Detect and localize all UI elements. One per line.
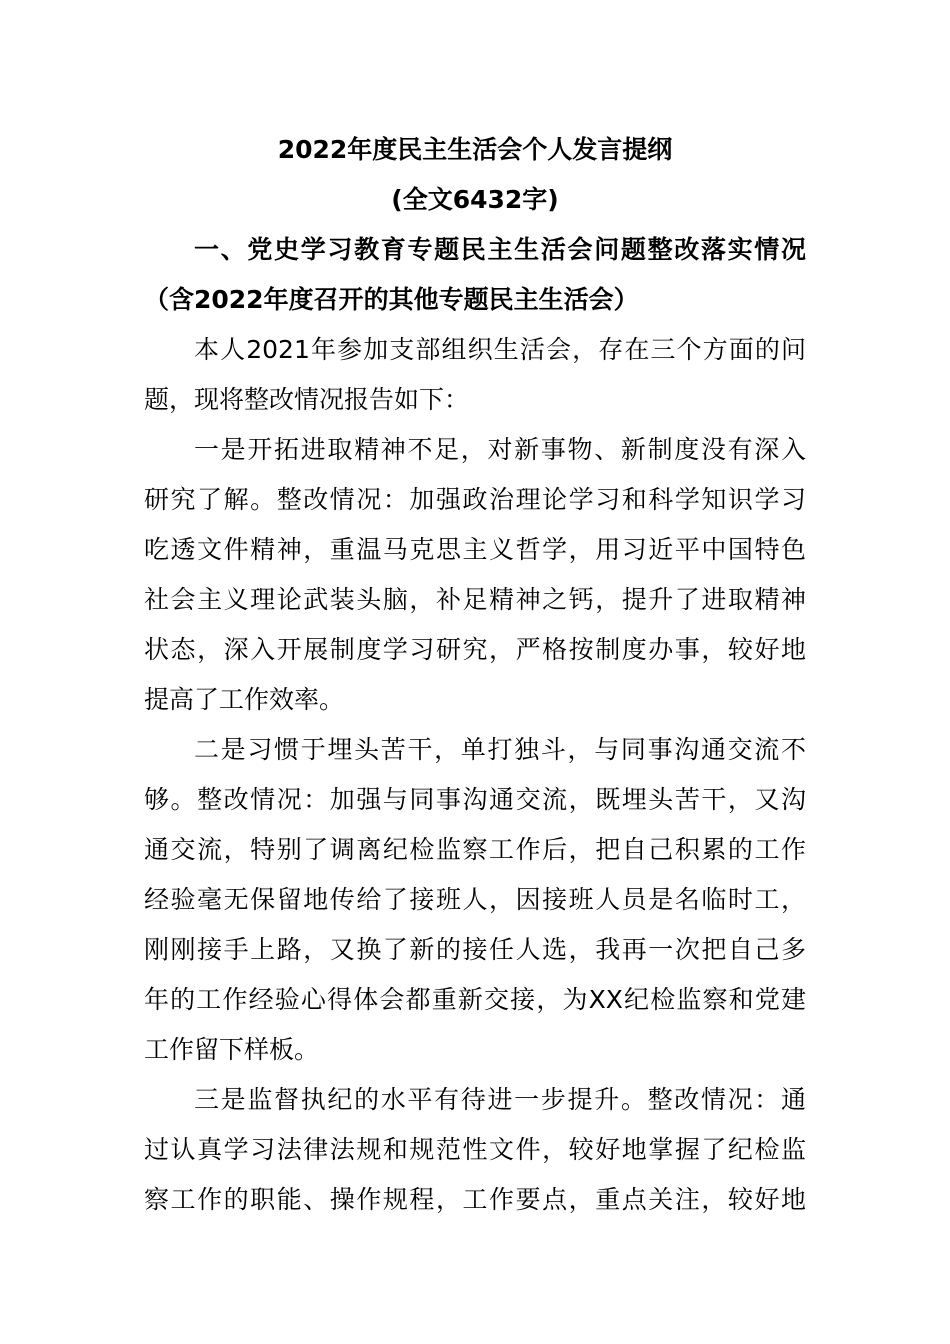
paragraph-line: 察工作的职能、操作规程，工作要点，重点关注，较好地 bbox=[144, 1185, 806, 1214]
document-subtitle: (全文6432字) bbox=[391, 185, 559, 214]
paragraph-line: 经验毫无保留地传给了接班人，因接班人员是名临时工， bbox=[144, 885, 806, 914]
paragraph-line: 通交流，特别了调离纪检监察工作后，把自己积累的工作 bbox=[144, 835, 806, 864]
paragraph-line: 年的工作经验心得体会都重新交接，为XX纪检监察和党建 bbox=[144, 985, 806, 1014]
paragraph-line: 够。整改情况：加强与同事沟通交流，既埋头苦干，又沟 bbox=[144, 785, 806, 814]
paragraph-line: 研究了解。整改情况：加强政治理论学习和科学知识学习 bbox=[144, 485, 806, 514]
paragraph-line: 一是开拓进取精神不足，对新事物、新制度没有深入 bbox=[194, 435, 806, 464]
paragraph-line: 吃透文件精神，重温马克思主义哲学，用习近平中国特色 bbox=[144, 535, 806, 564]
paragraph-line: 社会主义理论武装头脑，补足精神之钙，提升了进取精神 bbox=[144, 585, 806, 614]
paragraph-line: 状态，深入开展制度学习研究，严格按制度办事，较好地 bbox=[144, 635, 806, 664]
paragraph-line: 过认真学习法律法规和规范性文件，较好地掌握了纪检监 bbox=[144, 1135, 806, 1164]
paragraph-line: 提高了工作效率。 bbox=[144, 685, 345, 714]
paragraph-line: 二是习惯于埋头苦干，单打独斗，与同事沟通交流不 bbox=[194, 735, 806, 764]
paragraph-line: 题，现将整改情况报告如下： bbox=[144, 385, 470, 414]
paragraph-line: 刚刚接手上路，又换了新的接任人选，我再一次把自己多 bbox=[144, 935, 806, 964]
section-heading-line: （含2022年度召开的其他专题民主生活会） bbox=[144, 285, 639, 314]
paragraph-line: 三是监督执纪的水平有待进一步提升。整改情况：通 bbox=[194, 1085, 806, 1114]
document-title: 2022年度民主生活会个人发言提纲 bbox=[277, 135, 673, 164]
section-heading-line: 一、党史学习教育专题民主生活会问题整改落实情况 bbox=[194, 235, 806, 264]
paragraph-line: 工作留下样板。 bbox=[144, 1035, 320, 1064]
paragraph-line: 本人2021年参加支部组织生活会，存在三个方面的问 bbox=[194, 335, 806, 364]
